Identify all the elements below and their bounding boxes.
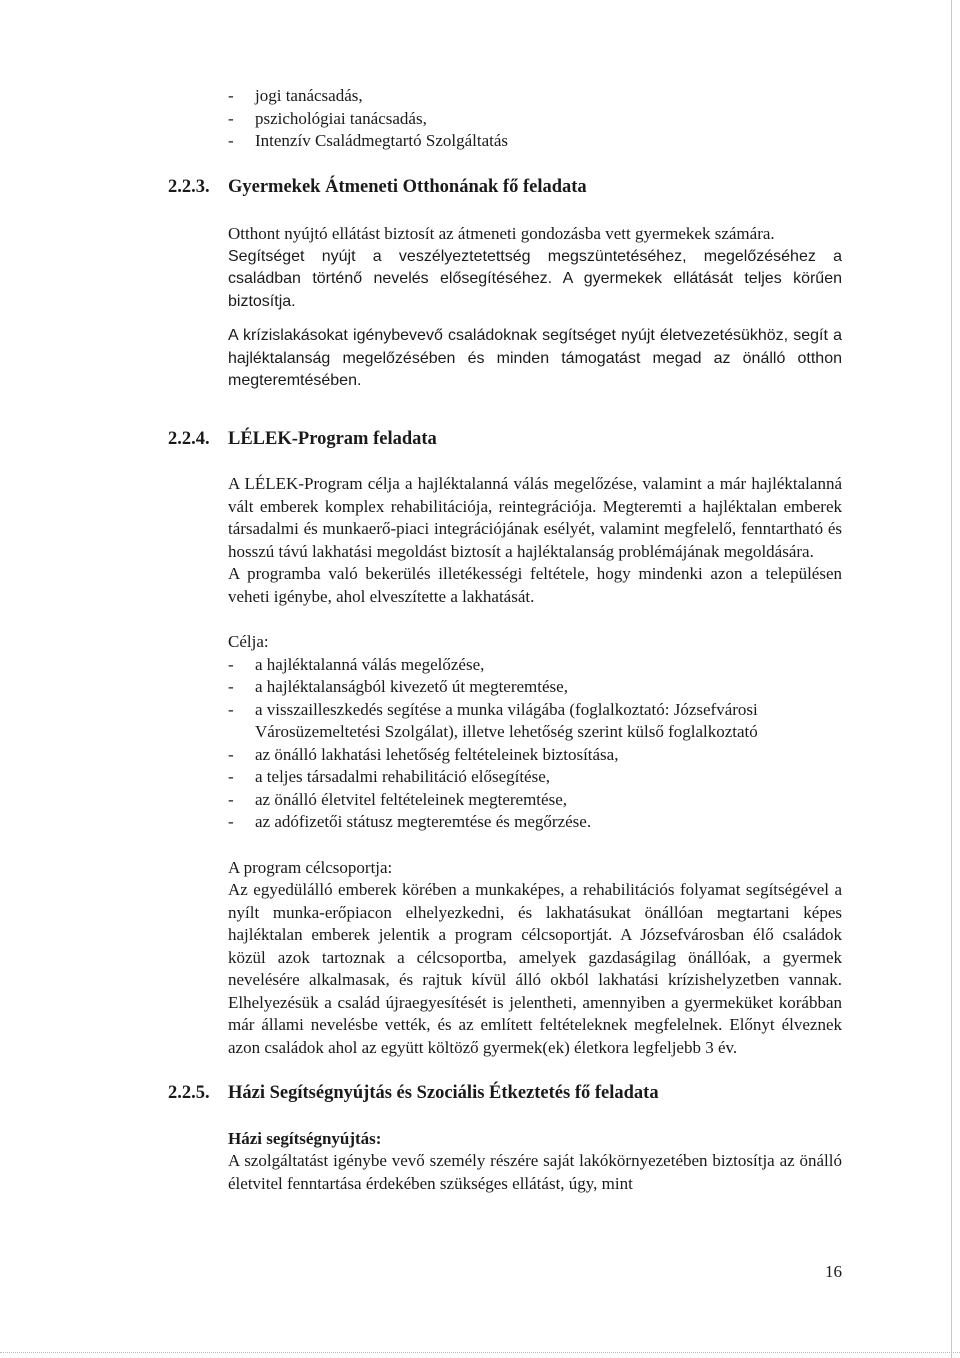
list-item: - Intenzív Családmegtartó Szolgáltatás: [228, 130, 842, 153]
list-item: Városüzemeltetési Szolgálat), illetve lehetőség szerint külső foglalkoztató: [255, 722, 758, 741]
list-item: - az önálló lakhatási lehetőség feltételeinek biztosítása,: [228, 744, 842, 767]
list-item: - a hajléktalanságból kivezető út megteremtése,: [228, 676, 842, 699]
scan-bottom-edge: [0, 1352, 960, 1354]
list-item: - pszichológiai tanácsadás,: [228, 108, 842, 131]
subheading: Házi segítségnyújtás:: [228, 1128, 382, 1148]
scan-edge-line: [951, 0, 952, 1358]
goals-label: Célja:: [228, 632, 269, 651]
list-item: - az önálló életvitel feltételeinek megteremtése,: [228, 789, 842, 812]
section-number: 2.2.4.: [168, 428, 210, 449]
paragraph: A szolgáltatást igénybe vevő személy részére saját lakókörnyezetében biztosítja az önálló életvitel fenntartása érdekében szükséges ellátást, úgy, mint: [228, 1151, 842, 1193]
paragraph: Az egyedülálló emberek körében a munkaképes, a rehabilitációs folyamat segítségével a nyílt munka-erőpiacon elhelyezkedni, és lakhatásukat önállóan megtartani képes hajléktalan emberek jelentik a program célcsoportját. A Józsefvárosban élő családok közül azok tartoznak a célcsoportba, amelyek gazdaságilag önállóak, a gyermek nevelésére alkalmasak, és rajtuk kívül álló okból lakhatási krízishelyzetben vannak. Elhelyezésük a család újraegyesítését is jelentheti, amennyiben a gyermeküket korábban már állami nevelésbe vették, és az említett feltételeknek megfelelnek. Előnyt élveznek azon családok ahol az együtt költöző gyermek(ek) életkora legfeljebb 3 év.: [228, 880, 842, 1057]
list-item: - jogi tanácsadás,: [228, 85, 842, 108]
section-title: Házi Segítségnyújtás és Szociális Étkeztetés fő feladata: [228, 1083, 659, 1103]
page-number: 16: [825, 1262, 842, 1281]
paragraph: A programba való bekerülés illetékességi feltétele, hogy mindenki azon a településen veheti igénybe, ahol elveszítette a lakhatását.: [228, 564, 842, 606]
section-title: Gyermekek Átmeneti Otthonának fő feladata: [228, 176, 587, 197]
paragraph: Segítséget nyújt a veszélyeztetettség megszüntetéséhez, megelőzéséhez a családban történő nevelés elősegítéséhez. A gyermekek ellátását teljes körűen biztosítja.: [228, 247, 842, 310]
section-heading-225: [168, 1082, 842, 1105]
list-item: - az adófizetői státusz megteremtése és megőrzése.: [228, 811, 842, 834]
paragraph: A krízislakásokat igénybevevő családoknak segítséget nyújt életvezetésükhöz, segít a hajléktalanság megelőzésében és minden támogatást megad az önálló otthon megteremtésében.: [228, 327, 842, 389]
section-heading-223: [168, 176, 842, 199]
list-item: - a hajléktalanná válás megelőzése,: [228, 654, 842, 677]
section-number: 2.2.5.: [168, 1083, 210, 1103]
document-page: [168, 85, 842, 1195]
list-item: - a visszailleszkedés segítése a munka világába (foglalkoztató: Józsefvárosi: [228, 699, 842, 722]
paragraph: Otthont nyújtó ellátást biztosít az átmeneti gondozásba vett gyermekek számára.: [228, 224, 775, 243]
target-label: A program célcsoportja:: [228, 857, 393, 877]
section-title: LÉLEK-Program feladata: [228, 428, 437, 449]
top-list: [228, 85, 842, 153]
list-item: - a teljes társadalmi rehabilitáció elősegítése,: [228, 766, 842, 789]
paragraph: A LÉLEK-Program célja a hajléktalanná válás megelőzése, valamint a már hajléktalanná vált emberek komplex rehabilitációja, reintegrációja. Megteremti a hajléktalan emberek társadalmi és munkaerő-piaci integrációjának esélyét, valamint megfelelő, fenntartható és hosszú távú lakhatási megoldást biztosít a hajléktalanság problémájának megoldására.: [228, 474, 842, 561]
section-number: 2.2.3.: [168, 176, 210, 197]
section-heading-224: [168, 428, 842, 451]
goals-list: [228, 654, 842, 834]
